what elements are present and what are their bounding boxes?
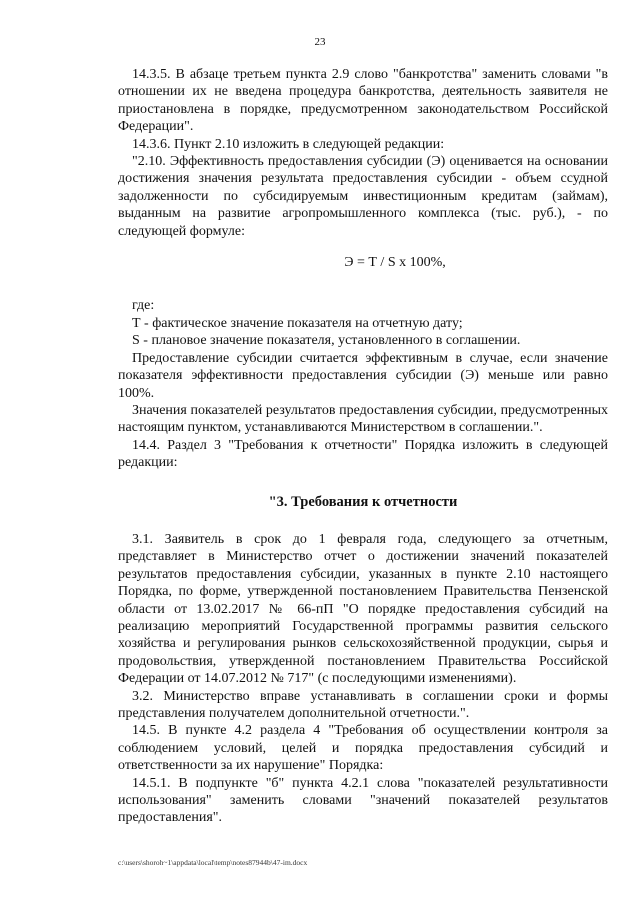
file-path-footer: c:\users\shoroh~1\appdata\local\temp\notes87944b\47-im.docx — [118, 858, 308, 867]
paragraph: 3.1. Заявитель в срок до 1 февраля года, следующего за отчетным, представляет в Министерство отчет о достижении значений показателей результатов предоставления субсидии, указанных в пункте 2.10 настоящего Порядка, по форме, утвержденной постановлением Правительства Пензенской области от 13.02.2017 № 66-пП "О порядке предоставления субсидий на реализацию мероприятий Государственной программы развития сельского хозяйства и регулирования рынков сельскохозяйственной продукции, сырья и продовольствия, утвержденной постановлением Правительства Российской Федерации от 14.07.2012 № 717" (с последующими изменениями). — [118, 531, 608, 687]
formula: Э = Т / S x 100%, — [344, 255, 446, 271]
paragraph: где: — [132, 298, 155, 314]
paragraph: Т - фактическое значение показателя на отчетную дату; — [132, 315, 463, 331]
paragraph: 14.5. В пункте 4.2 раздела 4 "Требования об осуществлении контроля за соблюдением условий, целей и порядка предоставления субсидий и ответственности за их нарушение" Порядка: — [118, 723, 608, 774]
paragraph: "2.10. Эффективность предоставления субсидии (Э) оценивается на основании достижения значения результата предоставления субсидии - объем ссудной задолженности по субсидируемым инвестиционным кредитам (займам), выданным на развитие агропромышленного комплекса (тыс. руб.), - по следующей формуле: — [118, 154, 608, 239]
paragraph: 3.2. Министерство вправе устанавливать в соглашении сроки и формы представления получателем дополнительной отчетности.". — [118, 688, 608, 721]
paragraph: Предоставление субсидии считается эффективным в случае, если значение показателя эффективности предоставления субсидии (Э) меньше или равно 100%. — [118, 350, 608, 401]
paragraph: 14.3.6. Пункт 2.10 изложить в следующей редакции: — [132, 136, 445, 152]
paragraph: Значения показателей результатов предоставления субсидии, предусмотренных настоящим пунктом, устанавливаются Министерством в соглашении.". — [118, 402, 608, 436]
paragraph: 14.4. Раздел 3 "Требования к отчетности" Порядка изложить в следующей редакции: — [118, 437, 608, 471]
section-heading: "3. Требования к отчетности — [268, 493, 458, 510]
paragraph: 14.3.5. В абзаце третьем пункта 2.9 слово "банкротства" заменить словами "в отношении их не введена процедура банкротства, деятельность заявителя не приостановлена в порядке, предусмотренном законодательством Российской Федерации". — [118, 67, 608, 135]
page-number: 23 — [314, 36, 326, 48]
paragraph: S - плановое значение показателя, установленного в соглашении. — [132, 333, 521, 349]
paragraph: 14.5.1. В подпункте "б" пункта 4.2.1 слова "показателей результативности использования" заменить словами "значений показателей результатов предоставления". — [118, 775, 608, 826]
document-body — [118, 66, 608, 827]
